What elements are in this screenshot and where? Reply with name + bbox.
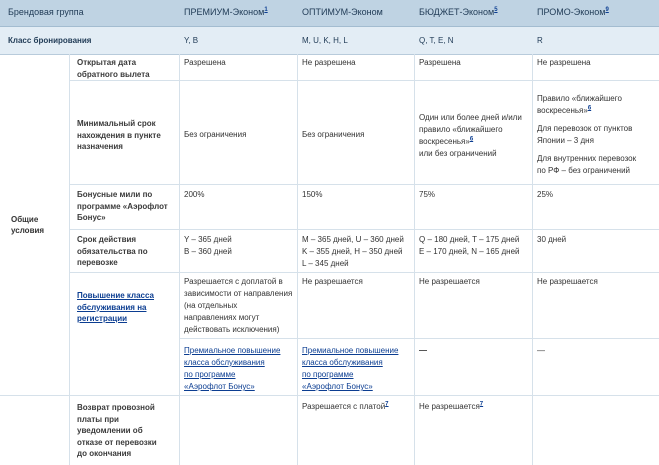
- upgrade-budget: Не разрешается: [419, 277, 480, 286]
- link-line: «Аэрофлот Бонус»: [302, 382, 373, 391]
- label-line: регистрации: [77, 314, 128, 323]
- label-line: назначения: [77, 142, 123, 151]
- row-label-bonus-miles: [77, 189, 168, 224]
- col-promo-header: [537, 7, 609, 17]
- cell-line: Правило «ближайшего: [537, 94, 622, 103]
- booking-class-row: [0, 27, 659, 55]
- validity-optimum: [302, 234, 404, 270]
- cell-line: Y – 365 дней: [184, 235, 232, 244]
- col-premium-header: [184, 7, 268, 17]
- brand-group-label: Брендовая группа: [8, 7, 84, 17]
- refund-budget: [419, 401, 483, 413]
- booking-class-promo: R: [537, 36, 543, 45]
- footnote-link-6[interactable]: 6: [469, 136, 474, 143]
- link-line: по программе: [302, 370, 354, 379]
- min-stay-promo: [537, 93, 636, 177]
- label-line: обязательства по: [77, 246, 148, 256]
- min-stay-optimum: Без ограничения: [302, 130, 365, 139]
- cell-line: Q – 180 дней, T – 175 дней: [419, 235, 520, 244]
- link-line: класса обслуживания: [184, 358, 265, 367]
- bonus-miles-budget: 75%: [419, 190, 436, 199]
- grid-line: [414, 54, 415, 465]
- footnote-link-7[interactable]: 7: [479, 401, 484, 408]
- bonus-miles-optimum: 150%: [302, 190, 323, 199]
- group-general-label: [11, 214, 44, 236]
- row-label-open-date: [77, 57, 150, 80]
- grid-line: [0, 395, 659, 396]
- upgrade-optimum: Не разрешается: [302, 277, 363, 286]
- label-line: Возврат провозной: [77, 403, 155, 412]
- upgrade-at-checkin-link[interactable]: [77, 290, 154, 325]
- cell-line: Японии – 3 дня: [537, 136, 594, 145]
- row-label-min-stay: [77, 118, 161, 153]
- footnote-link-7[interactable]: 7: [385, 401, 389, 408]
- row-label-validity: [77, 234, 148, 269]
- cell-line: Для перевозок от пунктов: [537, 124, 633, 133]
- upgrade-premium: [184, 276, 292, 336]
- grid-line: [532, 54, 533, 465]
- premial-upgrade-promo: —: [537, 346, 545, 355]
- cell-line: Разрешается с доплатой в: [184, 277, 283, 286]
- link-line: класса обслуживания: [302, 358, 383, 367]
- col-premium-title: ПРЕМИУМ-Эконом: [184, 7, 265, 17]
- cell-line: (на отдельных: [184, 301, 238, 310]
- cell-line: или без ограничений: [419, 149, 497, 158]
- open-date-optimum: Не разрешена: [302, 58, 356, 67]
- label-line: перевозке: [77, 258, 118, 267]
- validity-promo: 30 дней: [537, 235, 567, 244]
- open-date-budget: Разрешена: [419, 58, 461, 67]
- grid-line: [69, 272, 659, 273]
- cell-line: M – 365 дней, U – 360 дней: [302, 235, 404, 244]
- cell-text: Разрешается с платой: [302, 402, 386, 411]
- cell-line: E – 170 дней, N – 165 дней: [419, 247, 520, 256]
- booking-class-label: Класс бронирования: [8, 36, 92, 45]
- footnote-link-6[interactable]: 6: [587, 105, 592, 112]
- premial-upgrade-optimum-link[interactable]: [302, 345, 398, 393]
- label-line: Бонус»: [77, 213, 106, 222]
- label-line: обратного вылета: [77, 69, 150, 79]
- link-line: Премиальное повышение: [184, 346, 281, 355]
- premial-upgrade-budget: —: [419, 346, 427, 355]
- booking-class-budget: Q, T, E, N: [419, 36, 454, 45]
- open-date-premium: Разрешена: [184, 58, 226, 67]
- label-line: платы при: [77, 414, 119, 424]
- cell-line: [537, 105, 636, 117]
- row-label-refund: [77, 402, 157, 460]
- grid-line: [69, 184, 659, 185]
- link-line: Премиальное повышение: [302, 346, 399, 355]
- label-line: уведомлении об: [77, 426, 143, 435]
- col-budget-title: БЮДЖЕТ-Эконом: [419, 7, 495, 17]
- cell-line: [419, 136, 522, 148]
- group-general-line: условия: [11, 226, 45, 235]
- cell-line: по РФ – без ограничений: [537, 166, 631, 175]
- cell-line: зависимости от направления: [184, 289, 293, 298]
- min-stay-premium: Без ограничения: [184, 130, 247, 139]
- grid-line: [179, 54, 180, 465]
- grid-line: [297, 54, 298, 465]
- grid-line: [69, 80, 659, 81]
- label-line: Срок действия: [77, 235, 137, 244]
- validity-budget: [419, 234, 520, 258]
- bonus-miles-premium: 200%: [184, 190, 205, 199]
- validity-premium: [184, 234, 232, 258]
- col-budget-header: [419, 7, 498, 17]
- cell-line: действовать исключения): [184, 325, 280, 334]
- cell-text: воскресенья»: [537, 106, 588, 115]
- link-line: «Аэрофлот Бонус»: [184, 382, 255, 391]
- cell-line: Один или более дней и/или: [419, 113, 522, 122]
- label-line: Бонусные мили по: [77, 190, 153, 199]
- label-line: Открытая дата: [77, 58, 137, 67]
- open-date-promo: Не разрешена: [537, 58, 591, 67]
- cell-line: направлениях могут: [184, 313, 260, 322]
- link-line: по программе: [184, 370, 236, 379]
- booking-class-premium: Y, B: [184, 36, 199, 45]
- cell-line: L – 345 дней: [302, 259, 349, 268]
- booking-class-optimum: M, U, K, H, L: [302, 36, 348, 45]
- cell-text: Не разрешается: [419, 402, 480, 411]
- label-line: обслуживания на: [77, 302, 147, 312]
- label-line: программе «Аэрофлот: [77, 201, 168, 211]
- label-line: Повышение класса: [77, 291, 155, 300]
- min-stay-budget: [419, 112, 522, 160]
- col-optimum-header: ОПТИМУМ-Эконом: [302, 7, 383, 17]
- premial-upgrade-premium-link[interactable]: [184, 345, 280, 393]
- grid-line: [69, 54, 70, 465]
- brand-group-header: [0, 0, 659, 27]
- cell-text: воскресенья»: [419, 137, 470, 146]
- upgrade-promo: Не разрешается: [537, 277, 598, 286]
- footnote-link-9[interactable]: 9: [605, 7, 609, 13]
- cell-line: K – 355 дней, H – 350 дней: [302, 247, 403, 256]
- footnote-link-1[interactable]: 1: [264, 7, 268, 13]
- grid-line: [179, 338, 659, 339]
- group-general-line: Общие: [11, 215, 39, 224]
- col-promo-title: ПРОМО-Эконом: [537, 7, 606, 17]
- bonus-miles-promo: 25%: [537, 190, 554, 199]
- label-line: нахождения в пункте: [77, 130, 161, 140]
- footnote-link-5[interactable]: 5: [494, 7, 498, 13]
- cell-line: B – 360 дней: [184, 247, 232, 256]
- refund-optimum: [302, 401, 389, 413]
- label-line: отказе от перевозки: [77, 437, 157, 447]
- label-line: до окончания: [77, 449, 132, 458]
- cell-line: Для внутренних перевозок: [537, 154, 637, 163]
- cell-line: правило «ближайшего: [419, 125, 503, 134]
- grid-line: [69, 229, 659, 230]
- label-line: Минимальный срок: [77, 119, 156, 128]
